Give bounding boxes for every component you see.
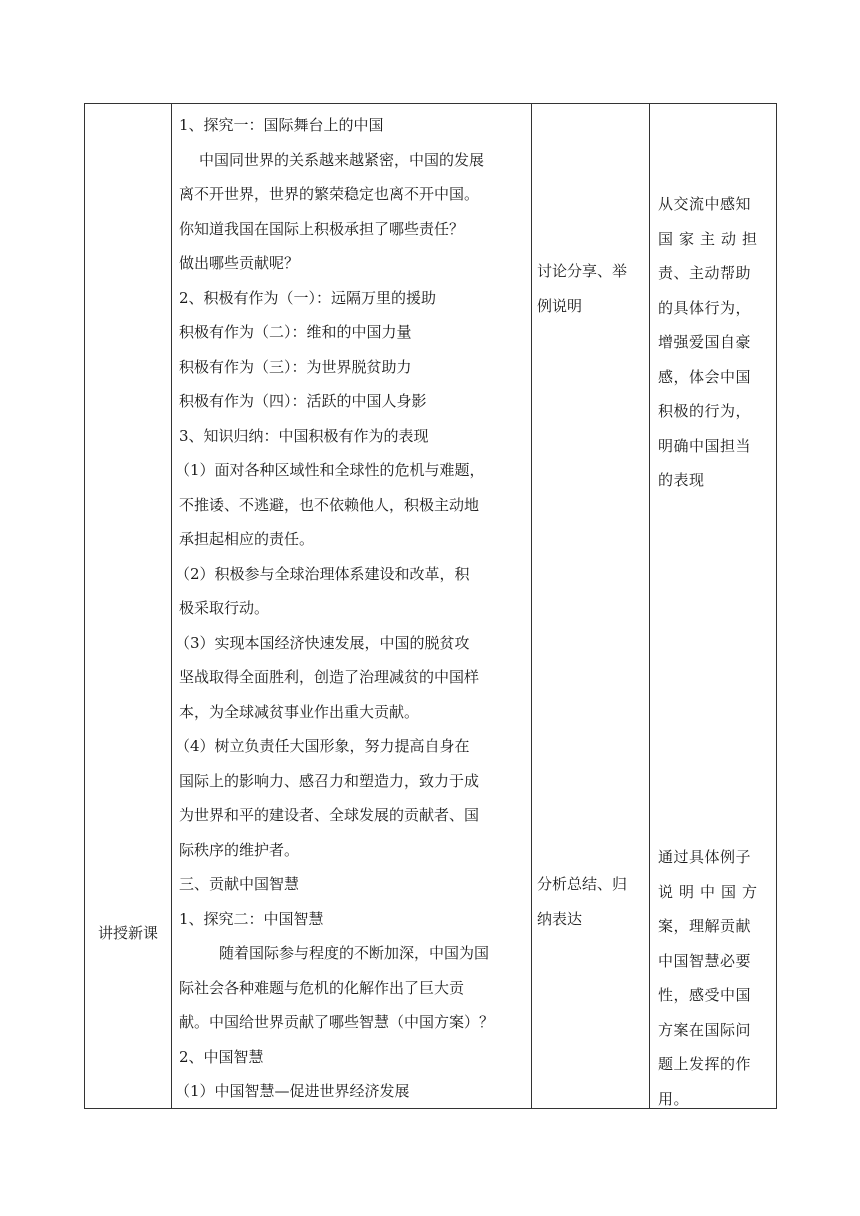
content-line: 你知道我国在国际上积极承担了哪些责任？ (179, 219, 465, 238)
content-line: 随着国际参与程度的不断加深，中国为国 (219, 944, 490, 962)
content-line: （3）实现本国经济快速发展，中国的脱贫攻 (175, 633, 470, 652)
content-line: （1）面对各种区域性和全球性的危机与难题， (175, 461, 485, 479)
activity-cell-1 (537, 254, 652, 323)
content-line: 为世界和平的建设者、全球发展的贡献者、国 (179, 806, 480, 824)
purpose-line: 的具体行为， (658, 298, 752, 317)
purpose-line: 国家主动担 (658, 229, 764, 248)
activity-line: 讨论分享、举 (537, 262, 628, 280)
purpose-line: 通过具体例子 (658, 848, 752, 866)
content-line: 国际上的影响力、感召力和塑造力，致力于成 (179, 771, 480, 790)
content-line: 3、知识归纳：中国积极有作为的表现 (179, 426, 429, 445)
purpose-line: 说明中国方 (658, 882, 764, 901)
purpose-line: 用。 (658, 1089, 690, 1108)
purpose-line: 性，感受中国 (658, 986, 752, 1004)
content-line: 1、探究一：国际舞台上的中国 (179, 116, 384, 134)
content-cell (175, 108, 531, 1109)
content-line: 三、贡献中国智慧 (179, 875, 300, 893)
content-line: 献。中国给世界贡献了哪些智慧（中国方案）？ (179, 1013, 495, 1031)
purpose-line: 从交流中感知 (658, 195, 752, 213)
purpose-line: 中国智慧必要 (658, 951, 752, 970)
content-line: （4）树立负责任大国形象，努力提高自身在 (175, 737, 470, 755)
activity-cell-2 (537, 867, 652, 936)
content-line: 承担起相应的责任。 (179, 530, 315, 548)
stage-cell (85, 104, 171, 1108)
content-line: 际社会各种难题与危机的化解作出了巨大贡 (179, 978, 465, 997)
content-line: 离不开世界，世界的繁荣稳定也离不开中国。 (179, 185, 480, 203)
purpose-line: 题上发挥的作 (658, 1055, 752, 1073)
lesson-table (84, 103, 777, 1109)
content-line: 际秩序的维护者。 (179, 840, 300, 859)
purpose-line: 明确中国担当 (658, 436, 752, 455)
content-line: 1、探究二：中国智慧 (179, 909, 324, 928)
content-line: 2、中国智慧 (179, 1047, 264, 1066)
content-line: 积极有作为（二）：维和的中国力量 (179, 323, 412, 341)
activity-line: 例说明 (537, 296, 583, 315)
content-line: 极采取行动。 (179, 599, 270, 617)
content-line: （2）积极参与全球治理体系建设和改革，积 (175, 564, 470, 583)
content-line: 积极有作为（三）：为世界脱贫助力 (179, 357, 412, 376)
content-line: （1）中国智慧—促进世界经济发展 (175, 1082, 410, 1100)
content-line: 不推诿、不逃避，也不依赖他人，积极主动地 (179, 495, 480, 514)
content-line: 做出哪些贡献呢？ (179, 254, 300, 272)
content-line: 2、积极有作为（一）：远隔万里的援助 (179, 288, 437, 307)
purpose-line: 增强爱国自豪 (658, 333, 752, 351)
stage-label: 讲授新课 (97, 923, 158, 942)
content-line: 中国同世界的关系越来越紧密，中国的发展 (199, 150, 485, 169)
purpose-line: 积极的行为， (658, 402, 752, 420)
column-divider (531, 104, 532, 1108)
activity-line: 分析总结、归 (537, 875, 628, 893)
purpose-cell-2 (658, 840, 770, 1116)
purpose-line: 的表现 (658, 471, 705, 489)
content-line: 坚战取得全面胜利，创造了治理减贫的中国样 (179, 668, 480, 686)
activity-line: 纳表达 (537, 909, 583, 928)
purpose-line: 责、主动帮助 (658, 264, 752, 282)
purpose-line: 感，体会中国 (658, 367, 752, 386)
purpose-cell-1 (658, 187, 770, 498)
purpose-line: 案，理解贡献 (658, 917, 752, 935)
content-line: 积极有作为（四）：活跃的中国人身影 (179, 392, 427, 410)
purpose-line: 方案在国际问 (658, 1020, 752, 1039)
column-divider (171, 104, 172, 1108)
content-line: 本，为全球减贫事业作出重大贡献。 (179, 702, 420, 721)
